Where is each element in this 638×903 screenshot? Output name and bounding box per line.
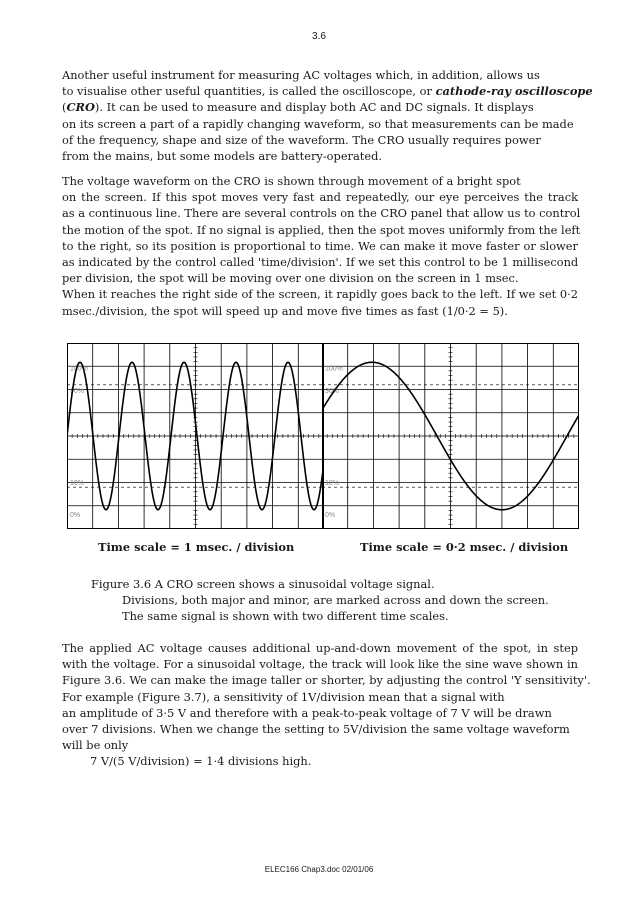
text-line: the motion of the spot. If no signal is applied, then the spot moves uniformly from the left — [62, 222, 581, 237]
figure-caption — [91, 576, 549, 624]
emphasis-abbr: CRO — [66, 100, 95, 115]
cro-paragraph — [62, 173, 581, 319]
text-line: with the voltage. For a sinusoidal voltage, the track will look like the sine wave shown in — [62, 657, 578, 672]
text-line: as a continuous line. There are several controls on the CRO panel that allow us to control — [62, 206, 581, 221]
time-scale-left: Time scale = 1 msec. / division — [98, 540, 295, 554]
level-label: 10% — [325, 480, 340, 488]
intro-paragraph — [62, 67, 593, 164]
text-line: over 7 divisions. When we change the setting to 5V/division the same voltage waveform — [62, 722, 570, 737]
text-line: When it reaches the right side of the screen, it rapidly goes back to the left. If we set 0·2 — [62, 287, 578, 302]
scope-screen-left — [67, 343, 324, 529]
level-label: 100% — [70, 365, 88, 373]
text-line: per division, the spot will be moving over one division on the screen in 1 msec. — [62, 271, 519, 286]
text-line: The applied AC voltage causes additional up-and-down movement of the spot, in step — [62, 641, 578, 655]
level-label: 10% — [70, 480, 85, 488]
level-label: 90% — [325, 387, 340, 395]
caption-line: The same signal is shown with two different time scales. — [122, 609, 449, 623]
level-label: 90% — [70, 387, 85, 395]
scope-screen-right — [322, 343, 579, 529]
text-line: to visualise other useful quantities, is called the oscilloscope, or cathode-ray oscilloscope — [62, 84, 593, 99]
level-label: 100% — [325, 365, 343, 373]
text-line: will be only — [62, 738, 129, 753]
sensitivity-paragraph — [62, 640, 591, 770]
text-line: The voltage waveform on the CRO is shown through movement of a bright spot — [62, 174, 521, 188]
text-line: as indicated by the control called 'time/division'. If we set this control to be 1 millisecond — [62, 255, 579, 270]
scope-grid-right — [322, 343, 579, 529]
text-line: msec./division, the spot will speed up and move five times as fast (1/0·2 = 5). — [62, 303, 508, 318]
text-line: Figure 3.6. We can make the image taller or shorter, by adjusting the control 'Y sensitivity'. — [62, 673, 591, 688]
page-number: 3.6 — [312, 31, 326, 42]
text-line: of the frequency, shape and size of the waveform. The CRO usually requires power — [62, 132, 541, 147]
text-line: For example (Figure 3.7), a sensitivity of 1V/division mean that a signal with — [62, 689, 505, 704]
scope-grid-left — [67, 343, 324, 529]
text-line: on the screen. If this spot moves very fast and repeatedly, our eye perceives the track — [62, 190, 578, 205]
caption-line: Figure 3.6 A CRO screen shows a sinusoidal voltage signal. — [91, 577, 435, 591]
text-line: Another useful instrument for measuring AC voltages which, in addition, allows us — [62, 68, 540, 82]
text-line: to the right, so its position is proportional to time. We can make it move faster or slower — [62, 238, 578, 253]
time-scale-right: Time scale = 0·2 msec. / division — [360, 540, 569, 554]
caption-line: Divisions, both major and minor, are marked across and down the screen. — [122, 593, 549, 607]
text-line: on its screen a part of a rapidly changing waveform, so that measurements can be made — [62, 116, 574, 131]
emphasis-term: cathode-ray oscilloscope — [435, 84, 593, 99]
text-line: an amplitude of 3·5 V and therefore with a peak-to-peak voltage of 7 V will be drawn — [62, 705, 552, 720]
formula-line: 7 V/(5 V/division) = 1·4 divisions high. — [90, 754, 312, 769]
footer: ELEC166 Chap3.doc 02/01/06 — [264, 865, 374, 874]
text-line: from the mains, but some models are battery-operated. — [62, 149, 383, 164]
level-label: 0% — [70, 511, 81, 519]
level-label: 0% — [325, 511, 336, 519]
text-line: (CRO). It can be used to measure and display both AC and DC signals. It displays — [62, 100, 534, 115]
